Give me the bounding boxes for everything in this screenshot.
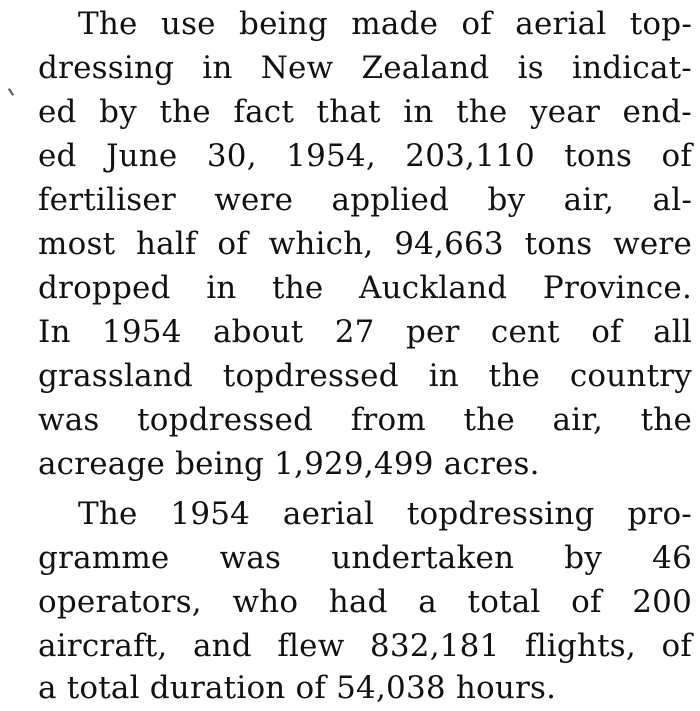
text-line: fertiliser were applied by air, al- xyxy=(38,182,692,218)
text-line: dropped in the Auckland Province. xyxy=(38,270,692,306)
text-line: acreage being 1,929,499 acres. xyxy=(38,446,540,482)
text-line: aircraft, and flew 832,181 flights, of xyxy=(38,628,692,664)
text-line: most half of which, 94,663 tons were xyxy=(38,226,692,262)
text-line: The use being made of aerial top- xyxy=(78,6,692,42)
text-line: The 1954 aerial topdressing pro- xyxy=(78,496,692,532)
text-line: dressing in New Zealand is indicat- xyxy=(38,50,692,86)
text-line: gramme was undertaken by 46 xyxy=(38,540,692,576)
text-line: grassland topdressed in the country xyxy=(38,358,692,394)
text-line: operators, who had a total of 200 xyxy=(38,584,692,620)
text-line: In 1954 about 27 per cent of all xyxy=(38,314,692,350)
text-line: ed by the fact that in the year end- xyxy=(38,94,692,130)
text-line: a total duration of 54,038 hours. xyxy=(38,670,557,706)
text-line: was topdressed from the air, the xyxy=(38,402,692,438)
text-line: ed June 30, 1954, 203,110 tons of xyxy=(38,138,692,174)
scan-speck xyxy=(8,88,14,96)
